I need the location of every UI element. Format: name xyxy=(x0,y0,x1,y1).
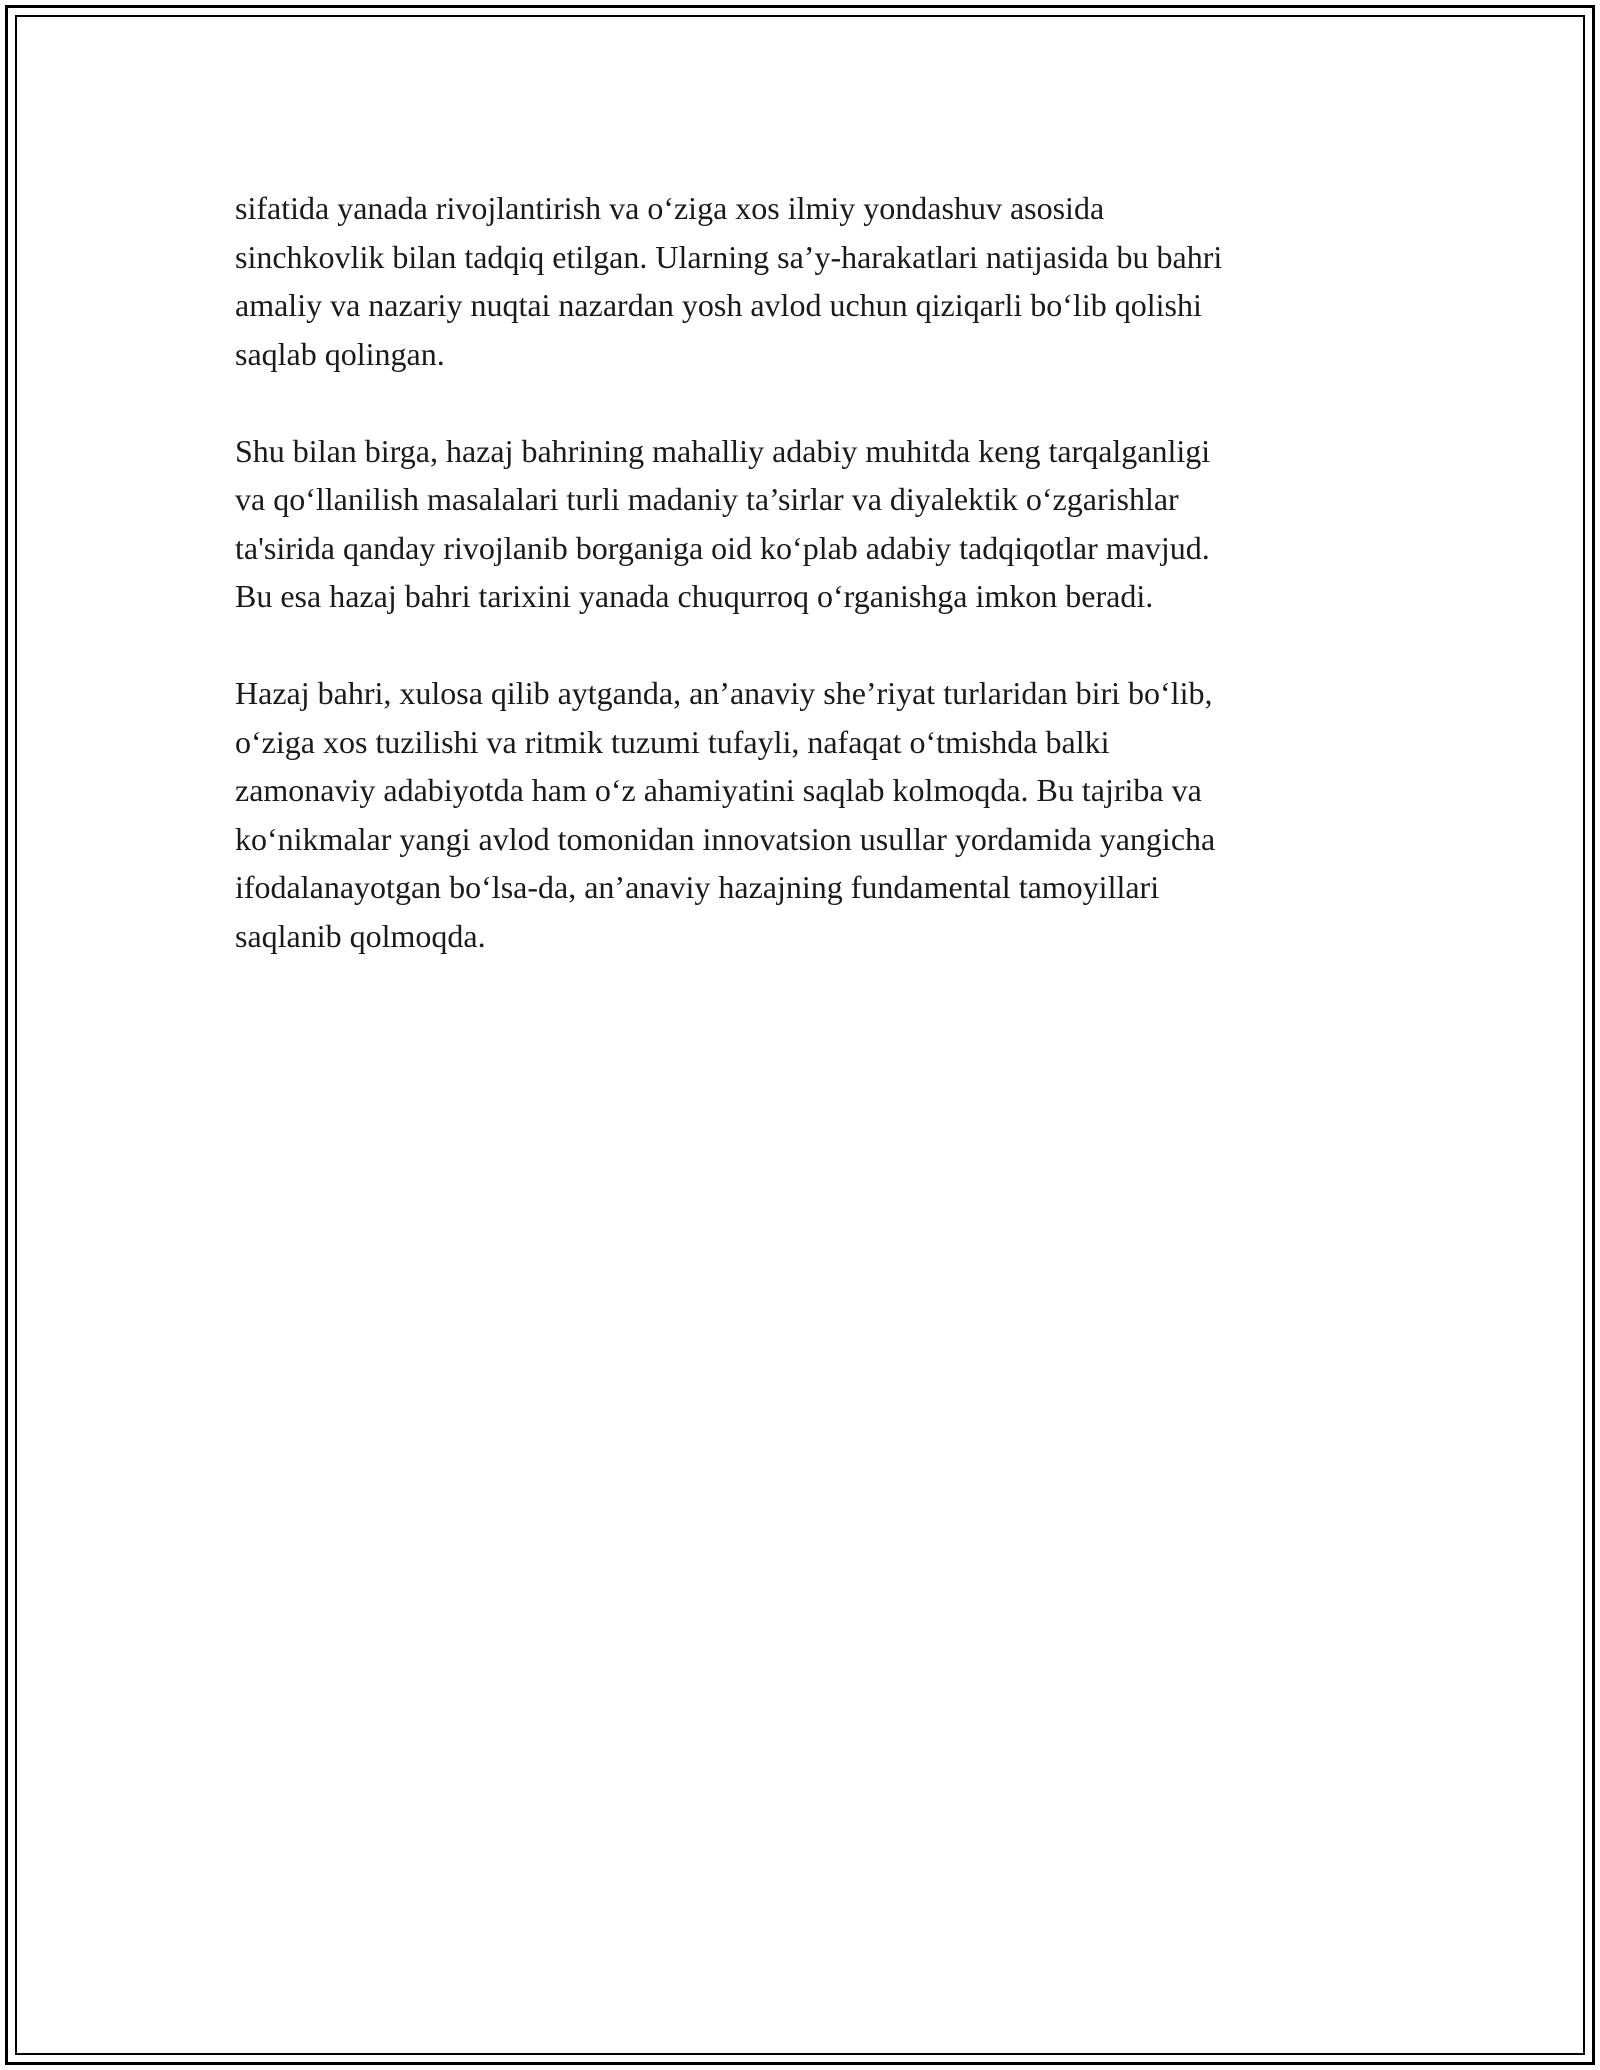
text-line: va qo‘llanilish masalalari turli madaniy ta’sirlar va diyalektik o‘zgarishlar xyxy=(235,481,1179,517)
text-line: Bu esa hazaj bahri tarixini yanada chuqurroq o‘rganishga imkon beradi. xyxy=(235,578,1154,614)
text-line: ifodalanayotgan bo‘lsa-da, an’anaviy hazajning fundamental tamoyillari xyxy=(235,869,1160,905)
text-line: o‘ziga xos tuzilishi va ritmik tuzumi tufayli, nafaqat o‘tmishda balki xyxy=(235,723,1110,760)
paragraph-1 xyxy=(235,184,1385,378)
text-line: Shu bilan birga, hazaj bahrining mahalliy adabiy muhitda keng tarqalganligi xyxy=(235,432,1211,469)
paragraph-2 xyxy=(235,427,1385,621)
text-line: saqlanib qolmoqda. xyxy=(235,917,486,954)
text-line: ko‘nikmalar yangi avlod tomonidan innovatsion usullar yordamida yangicha xyxy=(235,820,1216,857)
document-body xyxy=(235,184,1385,1009)
text-line: ta'sirida qanday rivojlanib borganiga oid ko‘plab adabiy tadqiqotlar mavjud. xyxy=(235,529,1210,566)
text-line: zamonaviy adabiyotda ham o‘z ahamiyatini saqlab kolmoqda. Bu tajriba va xyxy=(235,772,1202,808)
text-line: sinchkovlik bilan tadqiq etilgan. Ularning sa’y-harakatlari natijasida bu bahri xyxy=(235,238,1223,275)
text-line: saqlab qolingan. xyxy=(235,335,445,372)
text-line: sifatida yanada rivojlantirish va o‘ziga xos ilmiy yondashuv asosida xyxy=(235,190,1105,226)
paragraph-3 xyxy=(235,669,1385,960)
text-line: Hazaj bahri, xulosa qilib aytganda, an’anaviy she’riyat turlaridan biri bo‘lib, xyxy=(235,675,1213,711)
text-line: amaliy va nazariy nuqtai nazardan yosh avlod uchun qiziqarli bo‘lib qolishi xyxy=(235,287,1202,323)
